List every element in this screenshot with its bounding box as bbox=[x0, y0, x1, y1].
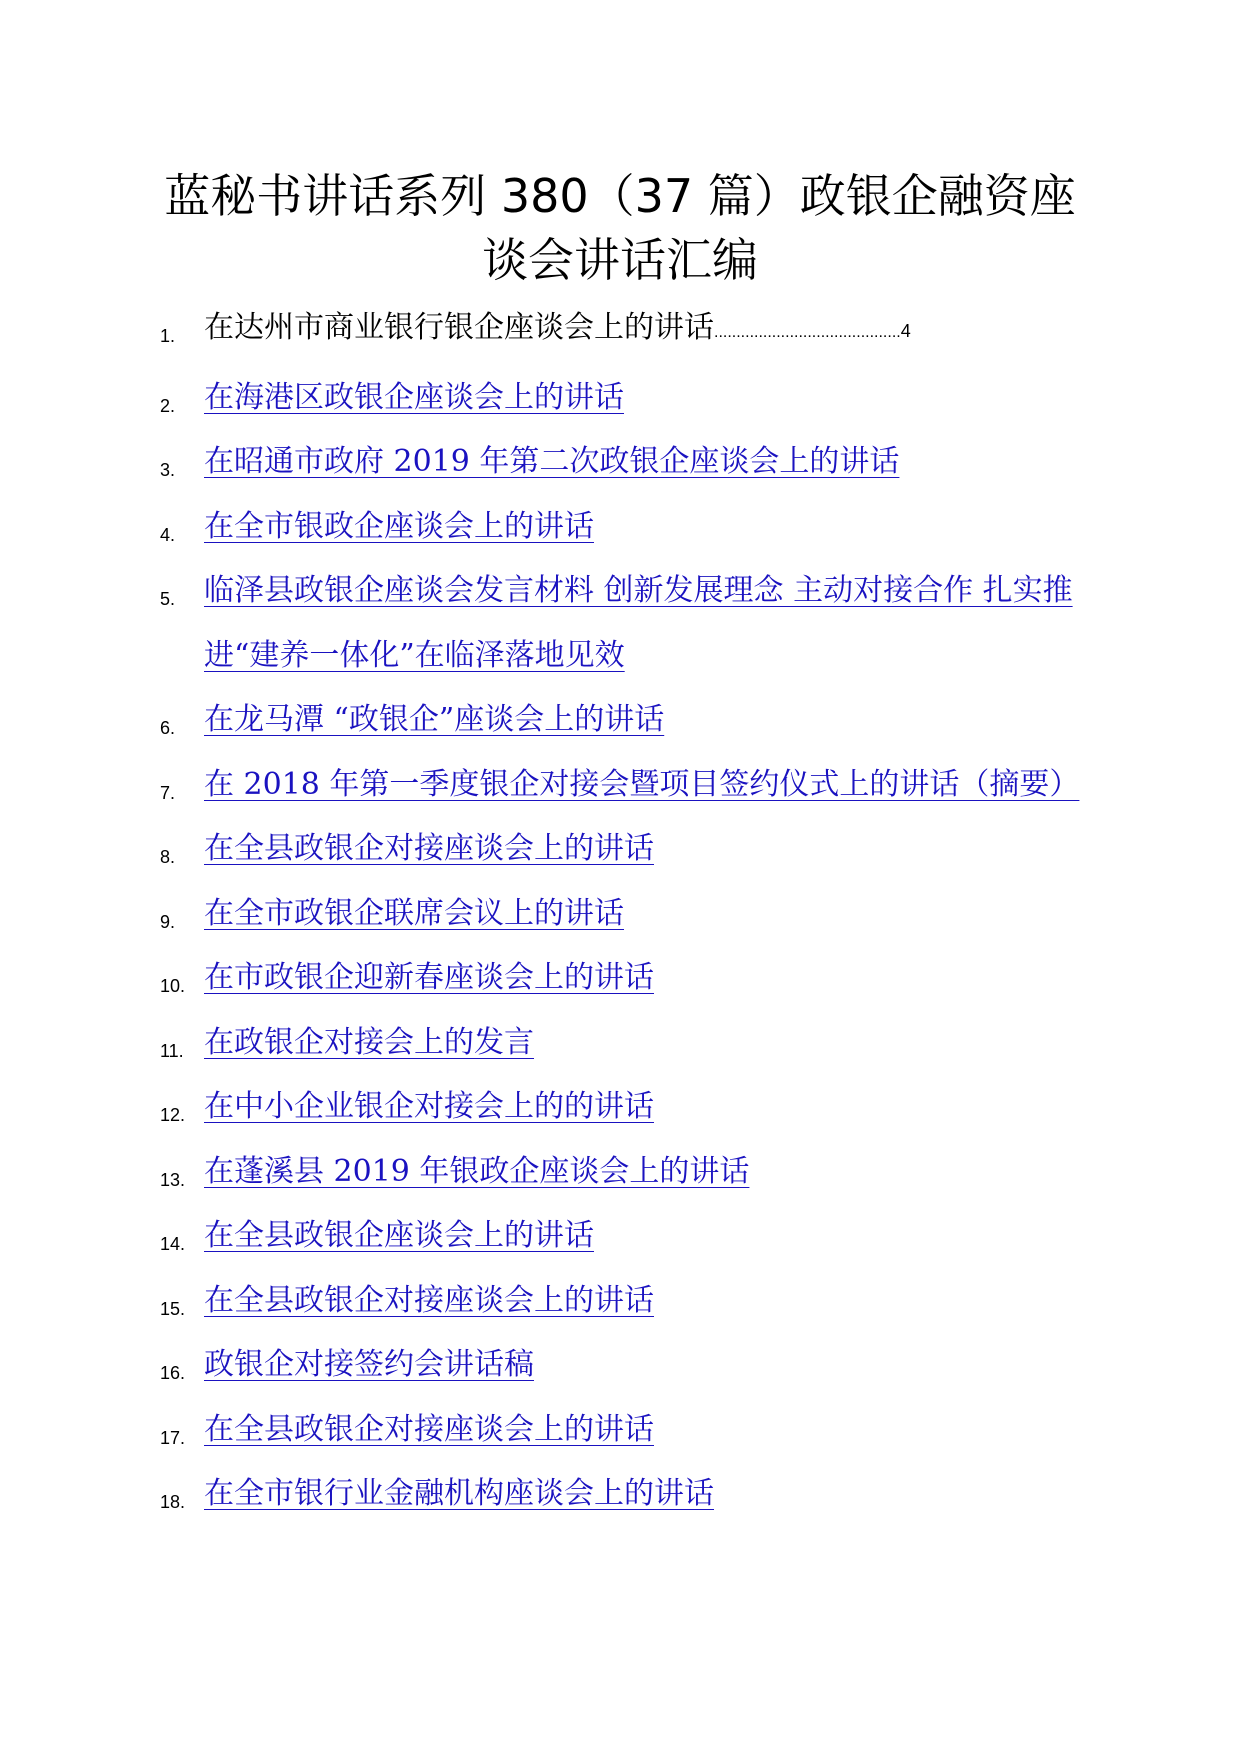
toc-dot-leader: .......................................... bbox=[714, 324, 901, 341]
toc-item-link[interactable]: 在 2018 年第一季度银企对接会暨项目签约仪式上的讲话（摘要） bbox=[204, 766, 1080, 802]
toc-item-4[interactable] bbox=[0, 495, 1104, 560]
toc-item-link[interactable]: 在海港区政银企座谈会上的讲话 bbox=[204, 379, 624, 415]
toc-item-link[interactable]: 在市政银企迎新春座谈会上的讲话 bbox=[204, 960, 654, 995]
toc-item-10[interactable] bbox=[0, 946, 1104, 1011]
toc-item-2[interactable] bbox=[0, 366, 1104, 431]
toc-item-link[interactable]: 在全县政银企对接座谈会上的讲话 bbox=[204, 1411, 654, 1447]
toc-item-link[interactable]: 在政银企对接会上的发言 bbox=[204, 1024, 534, 1060]
table-of-contents bbox=[0, 296, 1240, 1527]
toc-item-5[interactable] bbox=[0, 559, 1104, 688]
toc-item-link[interactable]: 在全市银行业金融机构座谈会上的讲话 bbox=[204, 1476, 714, 1511]
toc-item-number: 3. bbox=[160, 460, 176, 480]
toc-item-number: 16. bbox=[160, 1363, 186, 1383]
toc-item-number: 6. bbox=[160, 718, 176, 738]
toc-item-7[interactable] bbox=[0, 753, 1104, 818]
toc-item-13[interactable] bbox=[0, 1140, 1104, 1205]
toc-item-number: 13. bbox=[160, 1169, 186, 1190]
toc-item-number: 8. bbox=[160, 847, 176, 867]
toc-item-12[interactable] bbox=[0, 1075, 1104, 1140]
toc-item-14[interactable] bbox=[0, 1204, 1104, 1269]
toc-item-11[interactable] bbox=[0, 1011, 1104, 1076]
toc-item-link[interactable]: 在全县政银企对接座谈会上的讲话 bbox=[204, 1282, 654, 1318]
toc-item-number: 17. bbox=[160, 1427, 186, 1448]
toc-item-link[interactable]: 在全县政银企对接座谈会上的讲话 bbox=[204, 831, 654, 866]
toc-item-number: 2. bbox=[160, 395, 176, 416]
toc-item-title[interactable]: 在达州市商业银行银企座谈会上的讲话 bbox=[204, 310, 714, 345]
toc-item-1[interactable] bbox=[0, 296, 1104, 366]
toc-page-number: 4 bbox=[900, 321, 911, 341]
toc-item-17[interactable] bbox=[0, 1398, 1104, 1463]
document-title-line-1: 蓝秘书讲话系列 380（37 篇）政银企融资座 bbox=[164, 169, 1076, 223]
toc-item-number: 14. bbox=[160, 1234, 186, 1254]
document-title-line-2: 谈会讲话汇编 bbox=[482, 233, 758, 287]
toc-item-number: 9. bbox=[160, 911, 176, 932]
toc-item-number: 10. bbox=[160, 976, 186, 996]
toc-item-link[interactable]: 政银企对接签约会讲话稿 bbox=[204, 1347, 534, 1382]
toc-item-18[interactable] bbox=[0, 1462, 1104, 1527]
toc-item-3[interactable] bbox=[0, 430, 1104, 495]
toc-item-number: 4. bbox=[160, 524, 176, 545]
toc-item-6[interactable] bbox=[0, 688, 1104, 753]
toc-item-link[interactable]: 在全县政银企座谈会上的讲话 bbox=[204, 1218, 594, 1253]
toc-item-8[interactable] bbox=[0, 817, 1104, 882]
toc-item-link[interactable]: 在龙马潭 “政银企”座谈会上的讲话 bbox=[204, 702, 665, 737]
toc-item-link[interactable]: 临泽县政银企座谈会发言材料 创新发展理念 主动对接合作 扎实推进“建养一体化”在临泽落地见效 bbox=[204, 573, 1073, 673]
toc-item-number: 15. bbox=[160, 1298, 186, 1319]
toc-item-number: 7. bbox=[160, 782, 176, 803]
toc-item-link[interactable]: 在全市政银企联席会议上的讲话 bbox=[204, 895, 624, 931]
toc-item-number: 12. bbox=[160, 1105, 186, 1125]
toc-item-link[interactable]: 在昭通市政府 2019 年第二次政银企座谈会上的讲话 bbox=[204, 444, 900, 479]
toc-item-16[interactable] bbox=[0, 1333, 1104, 1398]
toc-item-link[interactable]: 在全市银政企座谈会上的讲话 bbox=[204, 508, 594, 544]
toc-item-link[interactable]: 在蓬溪县 2019 年银政企座谈会上的讲话 bbox=[204, 1153, 750, 1189]
toc-item-link[interactable]: 在中小企业银企对接会上的的讲话 bbox=[204, 1089, 654, 1124]
toc-item-number: 5. bbox=[160, 589, 176, 609]
toc-item-9[interactable] bbox=[0, 882, 1104, 947]
toc-item-number: 18. bbox=[160, 1492, 186, 1512]
toc-item-number: 1. bbox=[160, 326, 176, 346]
toc-item-15[interactable] bbox=[0, 1269, 1104, 1334]
toc-item-number: 11. bbox=[160, 1040, 184, 1061]
document-title bbox=[100, 164, 1140, 292]
